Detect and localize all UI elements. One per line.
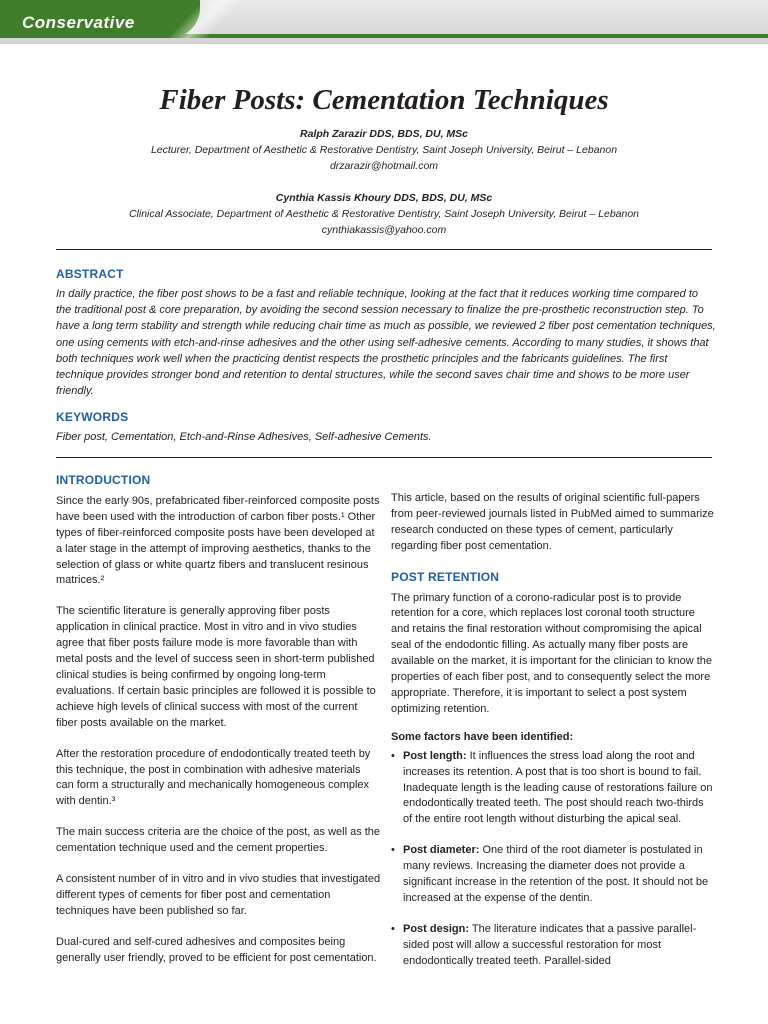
bullet-icon: • xyxy=(391,922,395,935)
author-block-1 xyxy=(0,126,768,174)
journal-header-band xyxy=(0,0,768,44)
body-paragraph: This article, based on the results of original scientific full-papers from peer-reviewed journals listed in PubMed aimed to summarize research conducted on these types of cement, particularly regarding fiber post cementation. xyxy=(391,492,714,552)
author-name: Cynthia Kassis Khoury DDS, BDS, DU, MSc xyxy=(275,192,493,204)
body-paragraph: The main success criteria are the choice of the post, as well as the cementation technique used and the cement properties. xyxy=(56,826,381,855)
divider-rule xyxy=(56,457,712,458)
keywords-text: Fiber post, Cementation, Etch-and-Rinse Adhesives, Self-adhesive Cements. xyxy=(56,431,432,443)
left-column xyxy=(56,473,381,975)
body-paragraph: After the restoration procedure of endodontically treated teeth by this technique, the post in combination with adhesive materials can form a structurally and mechanically homogeneous complex with dentin.³ xyxy=(56,747,371,808)
factor-term: Post design: xyxy=(403,922,470,935)
header-stripe xyxy=(0,34,768,38)
factor-text: It influences the stress load along the root and increases its retention. A post that is too short is bound to fail. Inadequate length is the leading cause of restorations failure on endodontically treated teeth. The post should reach two-thirds of the entire root length without disturbing the apical seal. xyxy=(403,749,713,826)
post-retention-heading: POST RETENTION xyxy=(391,569,500,584)
body-paragraph: A consistent number of in vitro and in vivo studies that investigated different types of cements for fiber post and cementation techniques have been published so far. xyxy=(56,873,381,917)
list-item xyxy=(391,749,715,829)
bullet-icon: • xyxy=(391,844,395,857)
right-column xyxy=(391,491,715,985)
author-affiliation: Lecturer, Department of Aesthetic & Restorative Dentistry, Saint Joseph University, Beirut – Lebanon xyxy=(150,144,618,156)
factor-text: The literature indicates that a passive parallel-sided post will allow a successful restoration for most endodontically treated teeth. Parallel-sided xyxy=(403,922,697,967)
list-item xyxy=(391,843,715,907)
body-paragraph: The scientific literature is generally approving fiber posts application in clinical practice. Most in vitro and in vivo studies agree that fiber posts failure mode is more favorable than with metal posts and the level of success seen in short-term published clinical studies is being confirmed by ongoing long-term evaluations. If certain basic principles are followed it is possible to achieve high levels of clinical success with most of the current fiber posts available on the market. xyxy=(56,605,376,729)
bullet-icon: • xyxy=(391,749,395,762)
divider-rule xyxy=(56,249,712,250)
factor-term: Post diameter: xyxy=(403,844,480,857)
factors-heading: Some factors have been identified: xyxy=(391,730,574,743)
article-title: Fiber Posts: Cementation Techniques xyxy=(159,84,609,116)
author-name: Ralph Zarazir DDS, BDS, DU, MSc xyxy=(299,128,469,140)
author-email[interactable]: drzarazir@hotmail.com xyxy=(329,160,439,172)
factor-text: One third of the root diameter is postulated in many reviews. Increasing the diameter does not provide a significant increase in the retention of the post. It should not be increased at the expense of the dentin. xyxy=(403,844,709,904)
section-label: Conservative xyxy=(22,13,135,32)
introduction-heading: INTRODUCTION xyxy=(56,473,151,487)
abstract-text: In daily practice, the fiber post shows to be a fast and reliable technique, looking at the fact that it reduces working time compared to the traditional post & core preparation, by avoiding the second session necessary to finalize the pre-prosthetic reconstruction step. To have a long term stability and strength while reducing chair time as much as possible, we reviewed 2 fiber post cementation techniques, one using cements with etch-and-rinse adhesives and the other using self-adhesive cements. According to many studies, it shows that both techniques work well when the practicing dentist respects the prosthetic principles and the fabricants guidelines. The first technique provides stronger bond and retention to dental structures, while the second saves chair time and shows to be more user friendly. xyxy=(56,288,716,398)
author-affiliation: Clinical Associate, Department of Aesthetic & Restorative Dentistry, Saint Joseph University, Beirut – Lebanon xyxy=(128,208,640,220)
author-email[interactable]: cynthiakassis@yahoo.com xyxy=(321,224,447,236)
body-paragraph: The primary function of a corono-radicular post is to provide retention for a core, which replaces lost coronal tooth structure and retains the final restoration without compromising the apical seal of the endodontic filling. As actually many fiber posts are available on the market, it is important for the clinician to know the properties of each fiber post, and to consequently select the more appropriate. Therefore, it is important to select a post system optimizing retention. xyxy=(391,591,712,715)
keywords-heading: KEYWORDS xyxy=(56,410,129,424)
abstract-heading: ABSTRACT xyxy=(56,267,124,281)
factor-term: Post length: xyxy=(403,749,467,762)
factor-list xyxy=(391,749,715,970)
body-paragraph: Dual-cured and self-cured adhesives and composites being generally user friendly, proved to be efficient for post cementation. xyxy=(56,935,377,964)
author-block-2 xyxy=(0,190,768,238)
list-item xyxy=(391,922,715,970)
body-paragraph: Since the early 90s, prefabricated fiber-reinforced composite posts have been used with the introduction of carbon fiber posts.¹ Other types of fiber-reinforced composite posts have been developed at a later stage in the attempt of improving aesthetics, thanks to the selection of glass or white quartz fibers and translucent resinous matrices.² xyxy=(56,494,380,587)
